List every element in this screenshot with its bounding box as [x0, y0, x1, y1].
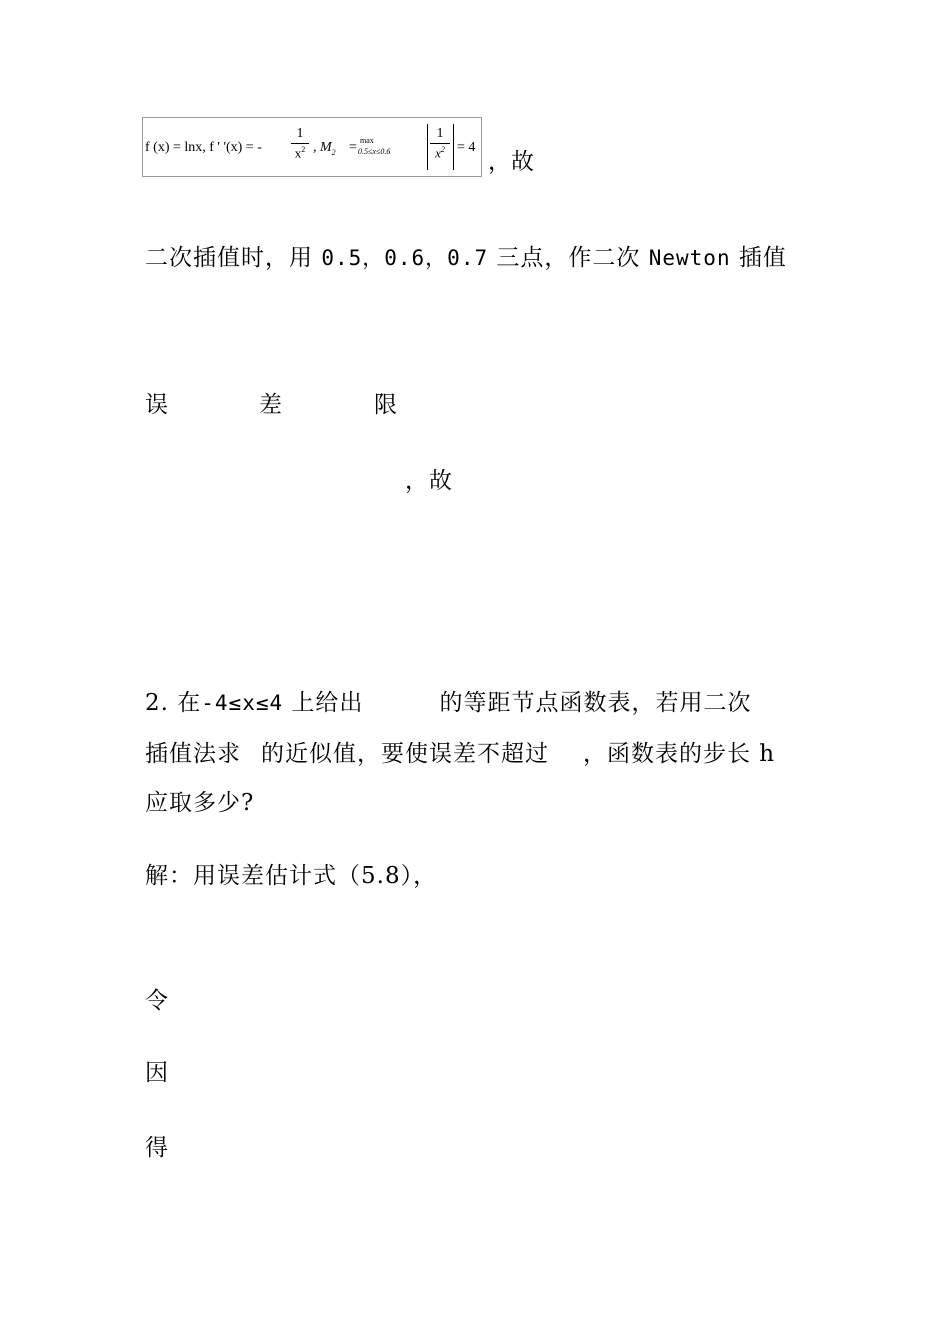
m2-subscript: 2 — [331, 147, 336, 157]
fraction-1-denominator — [291, 145, 309, 161]
formula-rhs: = 4 — [457, 140, 476, 155]
para1-text-a: 二次插值时，用 — [145, 245, 322, 271]
q2-line2-a: 插值法求 — [145, 741, 241, 767]
error-bound-char-1: 误 — [145, 392, 169, 418]
q2-line2-b: 的近似值，要使误差不超过 — [261, 741, 549, 767]
error-bound-char-3: 限 — [374, 392, 398, 418]
solution-intro: 解：用误差估计式（5.8）， — [145, 863, 438, 889]
fraction-2-numerator: 1 — [436, 126, 444, 141]
formula-equals-max: = — [349, 140, 357, 155]
fraction-1-numerator: 1 — [296, 126, 304, 141]
error-bound-char-2: 差 — [259, 392, 283, 418]
formula-fraction-1 — [291, 126, 309, 161]
q2-line1-b: 上给出 — [283, 690, 364, 716]
formula-max-word: max — [360, 136, 374, 145]
step-because: 因 — [145, 1060, 169, 1086]
formula-m2 — [313, 140, 336, 157]
fraction-2-den-base: x — [435, 145, 441, 161]
formula-fraction-2 — [430, 126, 450, 161]
fraction-1-exponent: 2 — [301, 145, 306, 154]
abs-bar-right — [453, 124, 454, 170]
m2-label: , M — [313, 140, 332, 155]
fraction-1-den-base: x — [294, 145, 302, 161]
fraction-2-denominator — [430, 145, 450, 161]
fraction-2-exponent: 2 — [440, 145, 445, 154]
question-2-line-3: 应取多少? — [145, 790, 255, 816]
paragraph-quadratic-interpolation — [145, 243, 787, 273]
para1-newton: Newton — [648, 246, 731, 270]
conclusion-text-2: ，故 — [405, 468, 453, 494]
para1-text-c: 插值 — [730, 245, 787, 271]
q2-line1-c: 的等距节点函数表，若用二次 — [439, 690, 752, 716]
step-obtain: 得 — [145, 1135, 169, 1161]
para1-text-b: 三点，作二次 — [488, 245, 649, 271]
question-2-line-1 — [145, 688, 751, 718]
fraction-2-bar — [430, 143, 450, 144]
formula-conclusion-text: ，故 — [488, 149, 534, 175]
formula-image — [142, 117, 482, 177]
formula-max-range: 0.5≤x≤0.6 — [358, 147, 391, 156]
q2-line2-c: ，函数表的步长 h — [583, 741, 776, 767]
fraction-1-bar — [291, 143, 309, 144]
abs-bar-left — [427, 124, 428, 170]
step-let: 令 — [145, 988, 169, 1014]
question-2-line-2 — [145, 739, 775, 769]
formula-lhs: f (x) = lnx, f ' '(x) = - — [145, 140, 262, 155]
q2-line1-a: 2. 在 — [145, 690, 202, 716]
q2-range: -4≤x≤4 — [201, 691, 284, 715]
para1-nodes: 0.5，0.6，0.7 — [321, 246, 489, 270]
